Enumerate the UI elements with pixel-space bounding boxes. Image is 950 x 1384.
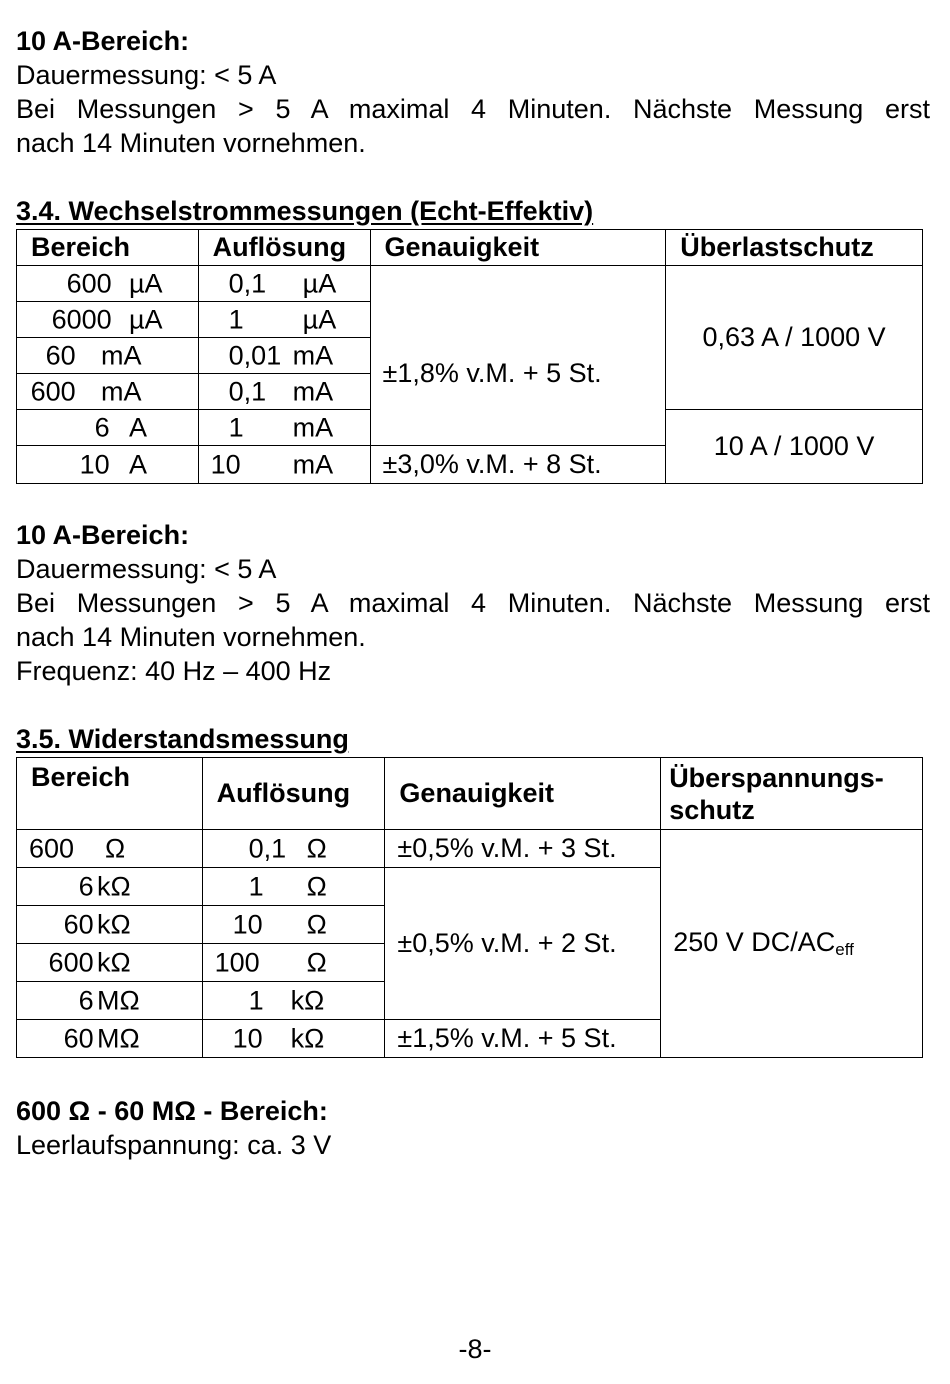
page-number: -8- bbox=[458, 1334, 492, 1364]
range-value: 6000 bbox=[51, 304, 112, 334]
resolution-unit: Ω bbox=[306, 909, 327, 939]
range-unit: µA bbox=[129, 268, 163, 298]
text-line: Bei Messungen > 5 A maximal 4 Minuten. Nächste Messung erst bbox=[16, 588, 930, 618]
resolution-value: 0,1 bbox=[228, 376, 267, 406]
text-line: nach 14 Minuten vornehmen. bbox=[16, 622, 366, 652]
header-cell: Bereich bbox=[17, 758, 203, 830]
range-value: 60 bbox=[63, 1023, 94, 1053]
ac-current-table bbox=[16, 229, 923, 484]
heading: 10 A-Bereich: bbox=[16, 520, 190, 550]
header-cell: Überlastschutz bbox=[666, 230, 923, 266]
text-line: Frequenz: 40 Hz – 400 Hz bbox=[16, 656, 332, 686]
resolution-unit: mA bbox=[292, 412, 334, 442]
resolution-value: 1 bbox=[248, 985, 264, 1015]
accuracy-cell: ±0,5% v.M. + 2 St. bbox=[385, 868, 661, 1020]
range-unit: mA bbox=[101, 376, 142, 406]
section-10a-2 bbox=[16, 518, 930, 688]
protection-value: 250 V DC/AC bbox=[673, 927, 836, 957]
range-unit: A bbox=[129, 449, 148, 479]
section-resistance-range bbox=[16, 1094, 930, 1162]
resolution-value: 1 bbox=[228, 412, 244, 442]
header-cell: Genauigkeit bbox=[370, 230, 666, 266]
header-line: Überspannungs- bbox=[669, 762, 884, 793]
resolution-unit: mA bbox=[292, 376, 334, 406]
resolution-unit: kΩ bbox=[290, 1023, 325, 1053]
resolution-unit: Ω bbox=[306, 871, 327, 901]
range-value: 600 bbox=[48, 947, 94, 977]
resolution-unit: mA bbox=[292, 449, 334, 479]
resistance-table bbox=[16, 757, 923, 1058]
range-unit: µA bbox=[129, 304, 163, 334]
resolution-value: 100 bbox=[214, 947, 260, 977]
heading: 10 A-Bereich: bbox=[16, 26, 190, 56]
accuracy-cell: ±0,5% v.M. + 3 St. bbox=[385, 830, 661, 868]
resolution-unit: µA bbox=[302, 268, 337, 298]
range-unit: mA bbox=[101, 340, 142, 370]
range-unit: MΩ bbox=[97, 1023, 140, 1053]
header-cell: Genauigkeit bbox=[385, 758, 661, 830]
range-value: 10 bbox=[79, 449, 110, 479]
range-unit: Ω bbox=[105, 833, 126, 863]
header-cell bbox=[661, 758, 923, 830]
range-unit: MΩ bbox=[97, 985, 140, 1015]
text-line: Bei Messungen > 5 A maximal 4 Minuten. Nächste Messung erst bbox=[16, 94, 930, 124]
accuracy-cell: ±1,8% v.M. + 5 St. bbox=[370, 266, 666, 446]
range-value: 6 bbox=[78, 871, 94, 901]
protection-subscript: eff bbox=[835, 940, 854, 959]
header-cell: Auflösung bbox=[202, 758, 385, 830]
range-unit: kΩ bbox=[97, 871, 131, 901]
section-3-5 bbox=[16, 722, 930, 756]
protection-cell: 10 A / 1000 V bbox=[666, 410, 923, 484]
resolution-value: 1 bbox=[248, 871, 264, 901]
text-line: Dauermessung: < 5 A bbox=[16, 554, 277, 584]
resolution-value: 1 bbox=[228, 304, 244, 334]
resolution-unit: µA bbox=[302, 304, 337, 334]
accuracy-cell: ±3,0% v.M. + 8 St. bbox=[370, 446, 666, 484]
resolution-value: 0,01 bbox=[228, 340, 282, 370]
range-unit: A bbox=[129, 412, 148, 442]
resolution-value: 10 bbox=[210, 449, 241, 479]
resolution-unit: Ω bbox=[306, 947, 327, 977]
text-line: Dauermessung: < 5 A bbox=[16, 60, 277, 90]
table-row bbox=[17, 830, 923, 868]
protection-cell: 0,63 A / 1000 V bbox=[666, 266, 923, 410]
section-3-4 bbox=[16, 194, 930, 228]
header-line: schutz bbox=[669, 794, 755, 825]
text-line: nach 14 Minuten vornehmen. bbox=[16, 128, 366, 158]
section-title: 3.4. Wechselstrommessungen (Echt-Effektiv) bbox=[16, 196, 594, 226]
range-value: 600 bbox=[29, 833, 75, 863]
resolution-value: 10 bbox=[232, 1023, 263, 1053]
heading: 600 Ω - 60 MΩ - Bereich: bbox=[16, 1096, 328, 1126]
section-10a-1 bbox=[16, 24, 930, 160]
range-value: 6 bbox=[78, 985, 94, 1015]
resolution-unit: mA bbox=[292, 340, 334, 370]
text-line: Leerlaufspannung: ca. 3 V bbox=[16, 1130, 332, 1160]
range-value: 6 bbox=[94, 412, 110, 442]
range-value: 600 bbox=[30, 376, 76, 406]
resolution-value: 0,1 bbox=[228, 268, 267, 298]
range-value: 60 bbox=[45, 340, 76, 370]
range-unit: kΩ bbox=[97, 947, 131, 977]
table-row bbox=[17, 266, 923, 302]
range-value: 60 bbox=[63, 909, 94, 939]
protection-cell bbox=[661, 830, 923, 1058]
range-value: 600 bbox=[66, 268, 112, 298]
resolution-value: 10 bbox=[232, 909, 263, 939]
resolution-unit: Ω bbox=[306, 833, 327, 863]
header-cell: Bereich bbox=[17, 230, 199, 266]
resolution-value: 0,1 bbox=[248, 833, 287, 863]
section-title: 3.5. Widerstandsmessung bbox=[16, 724, 349, 754]
accuracy-cell: ±1,5% v.M. + 5 St. bbox=[385, 1020, 661, 1058]
resolution-unit: kΩ bbox=[290, 985, 325, 1015]
header-cell: Auflösung bbox=[198, 230, 370, 266]
range-unit: kΩ bbox=[97, 909, 131, 939]
